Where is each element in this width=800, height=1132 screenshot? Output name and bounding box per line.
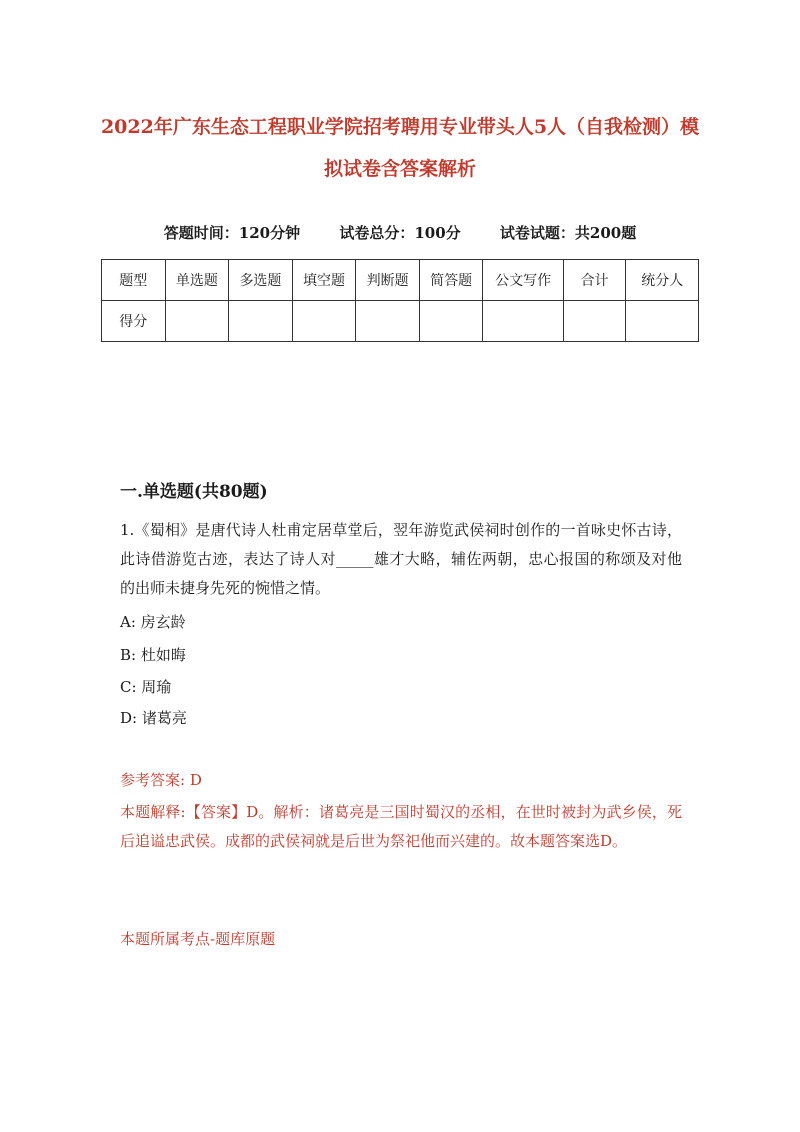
score-cell (483, 301, 563, 342)
score-table-score-row (102, 301, 699, 342)
page-title: 2022年广东生态工程职业学院招考聘用专业带头人5人（自我检测）模拟试卷含答案解析 (100, 116, 700, 180)
score-cell (292, 301, 356, 342)
section-heading: 一.单选题(共80题) (120, 482, 268, 502)
exam-question-count: 试卷试题：共200题 (499, 224, 637, 242)
score-cell (165, 301, 229, 342)
score-table (101, 259, 699, 342)
header-fill-blank: 填空题 (292, 260, 356, 301)
header-total: 合计 (563, 260, 626, 301)
exam-total-score: 试卷总分：100分 (339, 224, 461, 242)
option-a: A: 房玄龄 (120, 613, 186, 631)
row-label-score: 得分 (102, 301, 166, 342)
score-cell (356, 301, 420, 342)
exam-time: 答题时间：120分钟 (163, 224, 301, 242)
header-scorer: 统分人 (626, 260, 699, 301)
option-c: C: 周瑜 (120, 678, 172, 696)
question-source: 本题所属考点-题库原题 (120, 930, 276, 948)
header-question-type: 题型 (102, 260, 166, 301)
score-cell (229, 301, 293, 342)
exam-info (100, 222, 700, 244)
option-b: B: 杜如晦 (120, 646, 186, 664)
header-multiple-choice: 多选题 (229, 260, 293, 301)
answer-explanation: 本题解释:【答案】D。解析：诸葛亮是三国时蜀汉的丞相，在世时被封为武乡侯，死后追谥忠武侯。成都的武侯祠就是后世为祭祀他而兴建的。故本题答案选D。 (120, 803, 682, 850)
score-table-header-row (102, 260, 699, 301)
option-d: D: 诸葛亮 (120, 709, 187, 727)
score-cell (419, 301, 483, 342)
score-cell (626, 301, 699, 342)
header-short-answer: 简答题 (419, 260, 483, 301)
score-cell (563, 301, 626, 342)
reference-answer: 参考答案: D (120, 771, 202, 789)
question-stem: 1.《蜀相》是唐代诗人杜甫定居草堂后，翌年游览武侯祠时创作的一首咏史怀古诗，此诗借游览古迹，表达了诗人对_____雄才大略，辅佐两朝，忠心报国的称颂及对他的出师未捷身先死的惋惜之情。 (120, 521, 682, 597)
header-official-writing: 公文写作 (483, 260, 563, 301)
header-single-choice: 单选题 (165, 260, 229, 301)
header-true-false: 判断题 (356, 260, 420, 301)
